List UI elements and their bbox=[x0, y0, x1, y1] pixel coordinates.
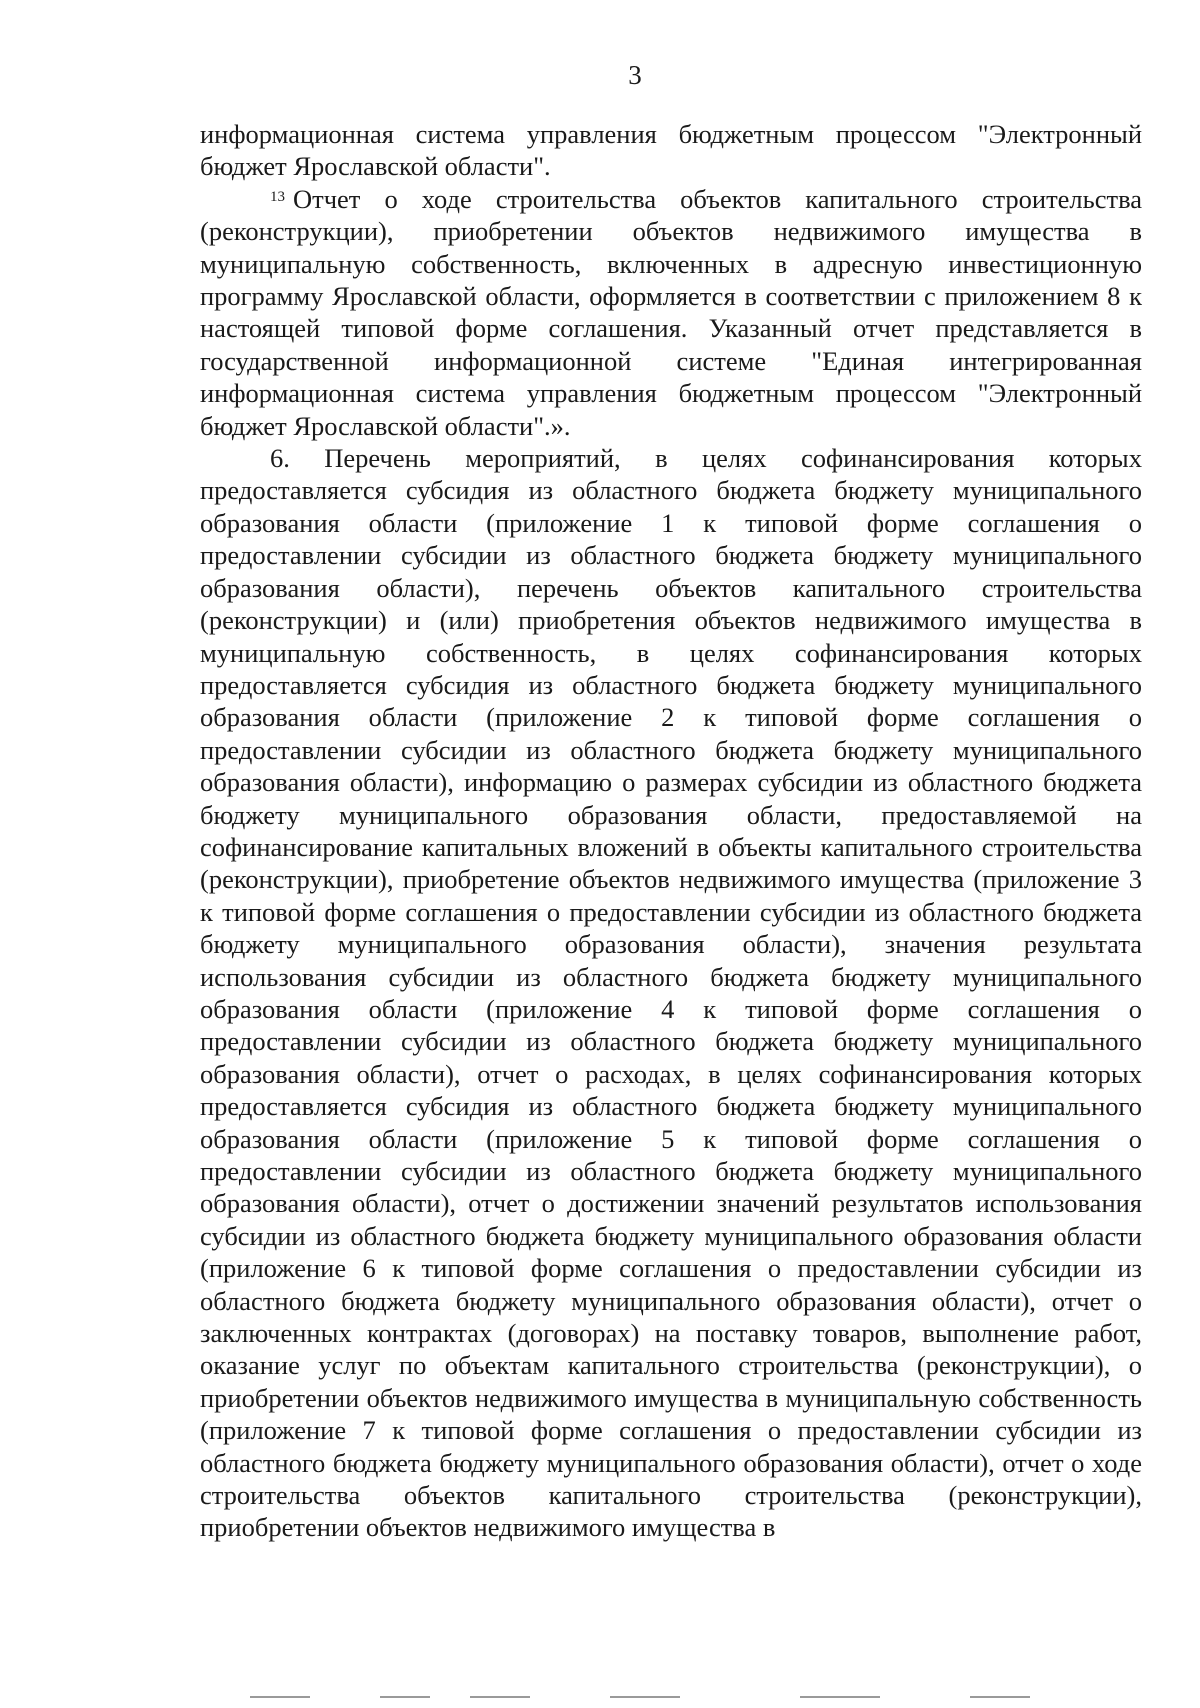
document-body bbox=[200, 118, 1142, 1544]
paragraph-footnote-13 bbox=[200, 183, 1142, 442]
scan-mark bbox=[470, 1696, 530, 1698]
scan-edge-marks bbox=[0, 1688, 1200, 1708]
paragraph-text: 6. Перечень мероприятий, в целях софинансирования которых предоставляется субсидия из областного бюджета бюджету муниципального образования области (приложение 1 к типовой форме соглашения о предоставлении субсидии из областного бюджета бюджету муниципального образования области), перечень объектов капитального строительства (реконструкции) и (или) приобретения объектов недвижимого имущества в муниципальную собственность, в целях софинансирования которых предоставляется субсидия из областного бюджета бюджету муниципального образования области (приложение 2 к типовой форме соглашения о предоставлении субсидии из областного бюджета бюджету муниципального образования области), информацию о размерах субсидии из областного бюджета бюджету муниципального образования области, предоставляемой на софинансирование капитальных вложений в объекты капитального строительства (реконструкции), приобретение объектов недвижимого имущества (приложение 3 к типовой форме соглашения о предоставлении субсидии из областного бюджета бюджету муниципального образования области), значения результата использования субсидии из областного бюджета бюджету муниципального образования области (приложение 4 к типовой форме соглашения о предоставлении субсидии из областного бюджета бюджету муниципального образования области), отчет о расходах, в целях софинансирования которых предоставляется субсидия из областного бюджета бюджету муниципального образования области (приложение 5 к типовой форме соглашения о предоставлении субсидии из областного бюджета бюджету муниципального образования области), отчет о достижении значений результатов использования субсидии из областного бюджета бюджету муниципального образования области (приложение 6 к типовой форме соглашения о предоставлении субсидии из областного бюджета бюджету муниципального образования области), отчет о заключенных контрактах (договорах) на поставку товаров, выполнение работ, оказание услуг по объектам капитального строительства (реконструкции), о приобретении объектов недвижимого имущества в муниципальную собственность (приложение 7 к типовой форме соглашения о предоставлении субсидии из областного бюджета бюджету муниципального образования области), отчет о ходе строительства объектов капитального строительства (реконструкции), приобретении объектов недвижимого имущества в bbox=[200, 443, 1142, 1543]
scan-mark bbox=[380, 1696, 430, 1698]
paragraph-text: Отчет о ходе строительства объектов капитального строительства (реконструкции), приобретении объектов недвижимого имущества в муниципальную собственность, включенных в адресную инвестиционную программу Ярославской области, оформляется в соответствии с приложением 8 к настоящей типовой форме соглашения. Указанный отчет представляется в государственной информационной системе "Единая интегрированная информационная система управления бюджетным процессом "Электронный бюджет Ярославской области".». bbox=[200, 183, 1142, 441]
paragraph-continuation bbox=[200, 118, 1142, 183]
footnote-marker: 13 bbox=[270, 188, 285, 205]
scan-mark bbox=[250, 1696, 310, 1698]
paragraph-item-6 bbox=[200, 442, 1142, 1544]
scan-mark bbox=[800, 1696, 880, 1698]
scan-mark bbox=[970, 1696, 1030, 1698]
scan-mark bbox=[610, 1696, 680, 1698]
page-number: 3 bbox=[628, 60, 642, 90]
paragraph-text: информационная система управления бюджетным процессом "Электронный бюджет Ярославской области". bbox=[200, 119, 1142, 182]
